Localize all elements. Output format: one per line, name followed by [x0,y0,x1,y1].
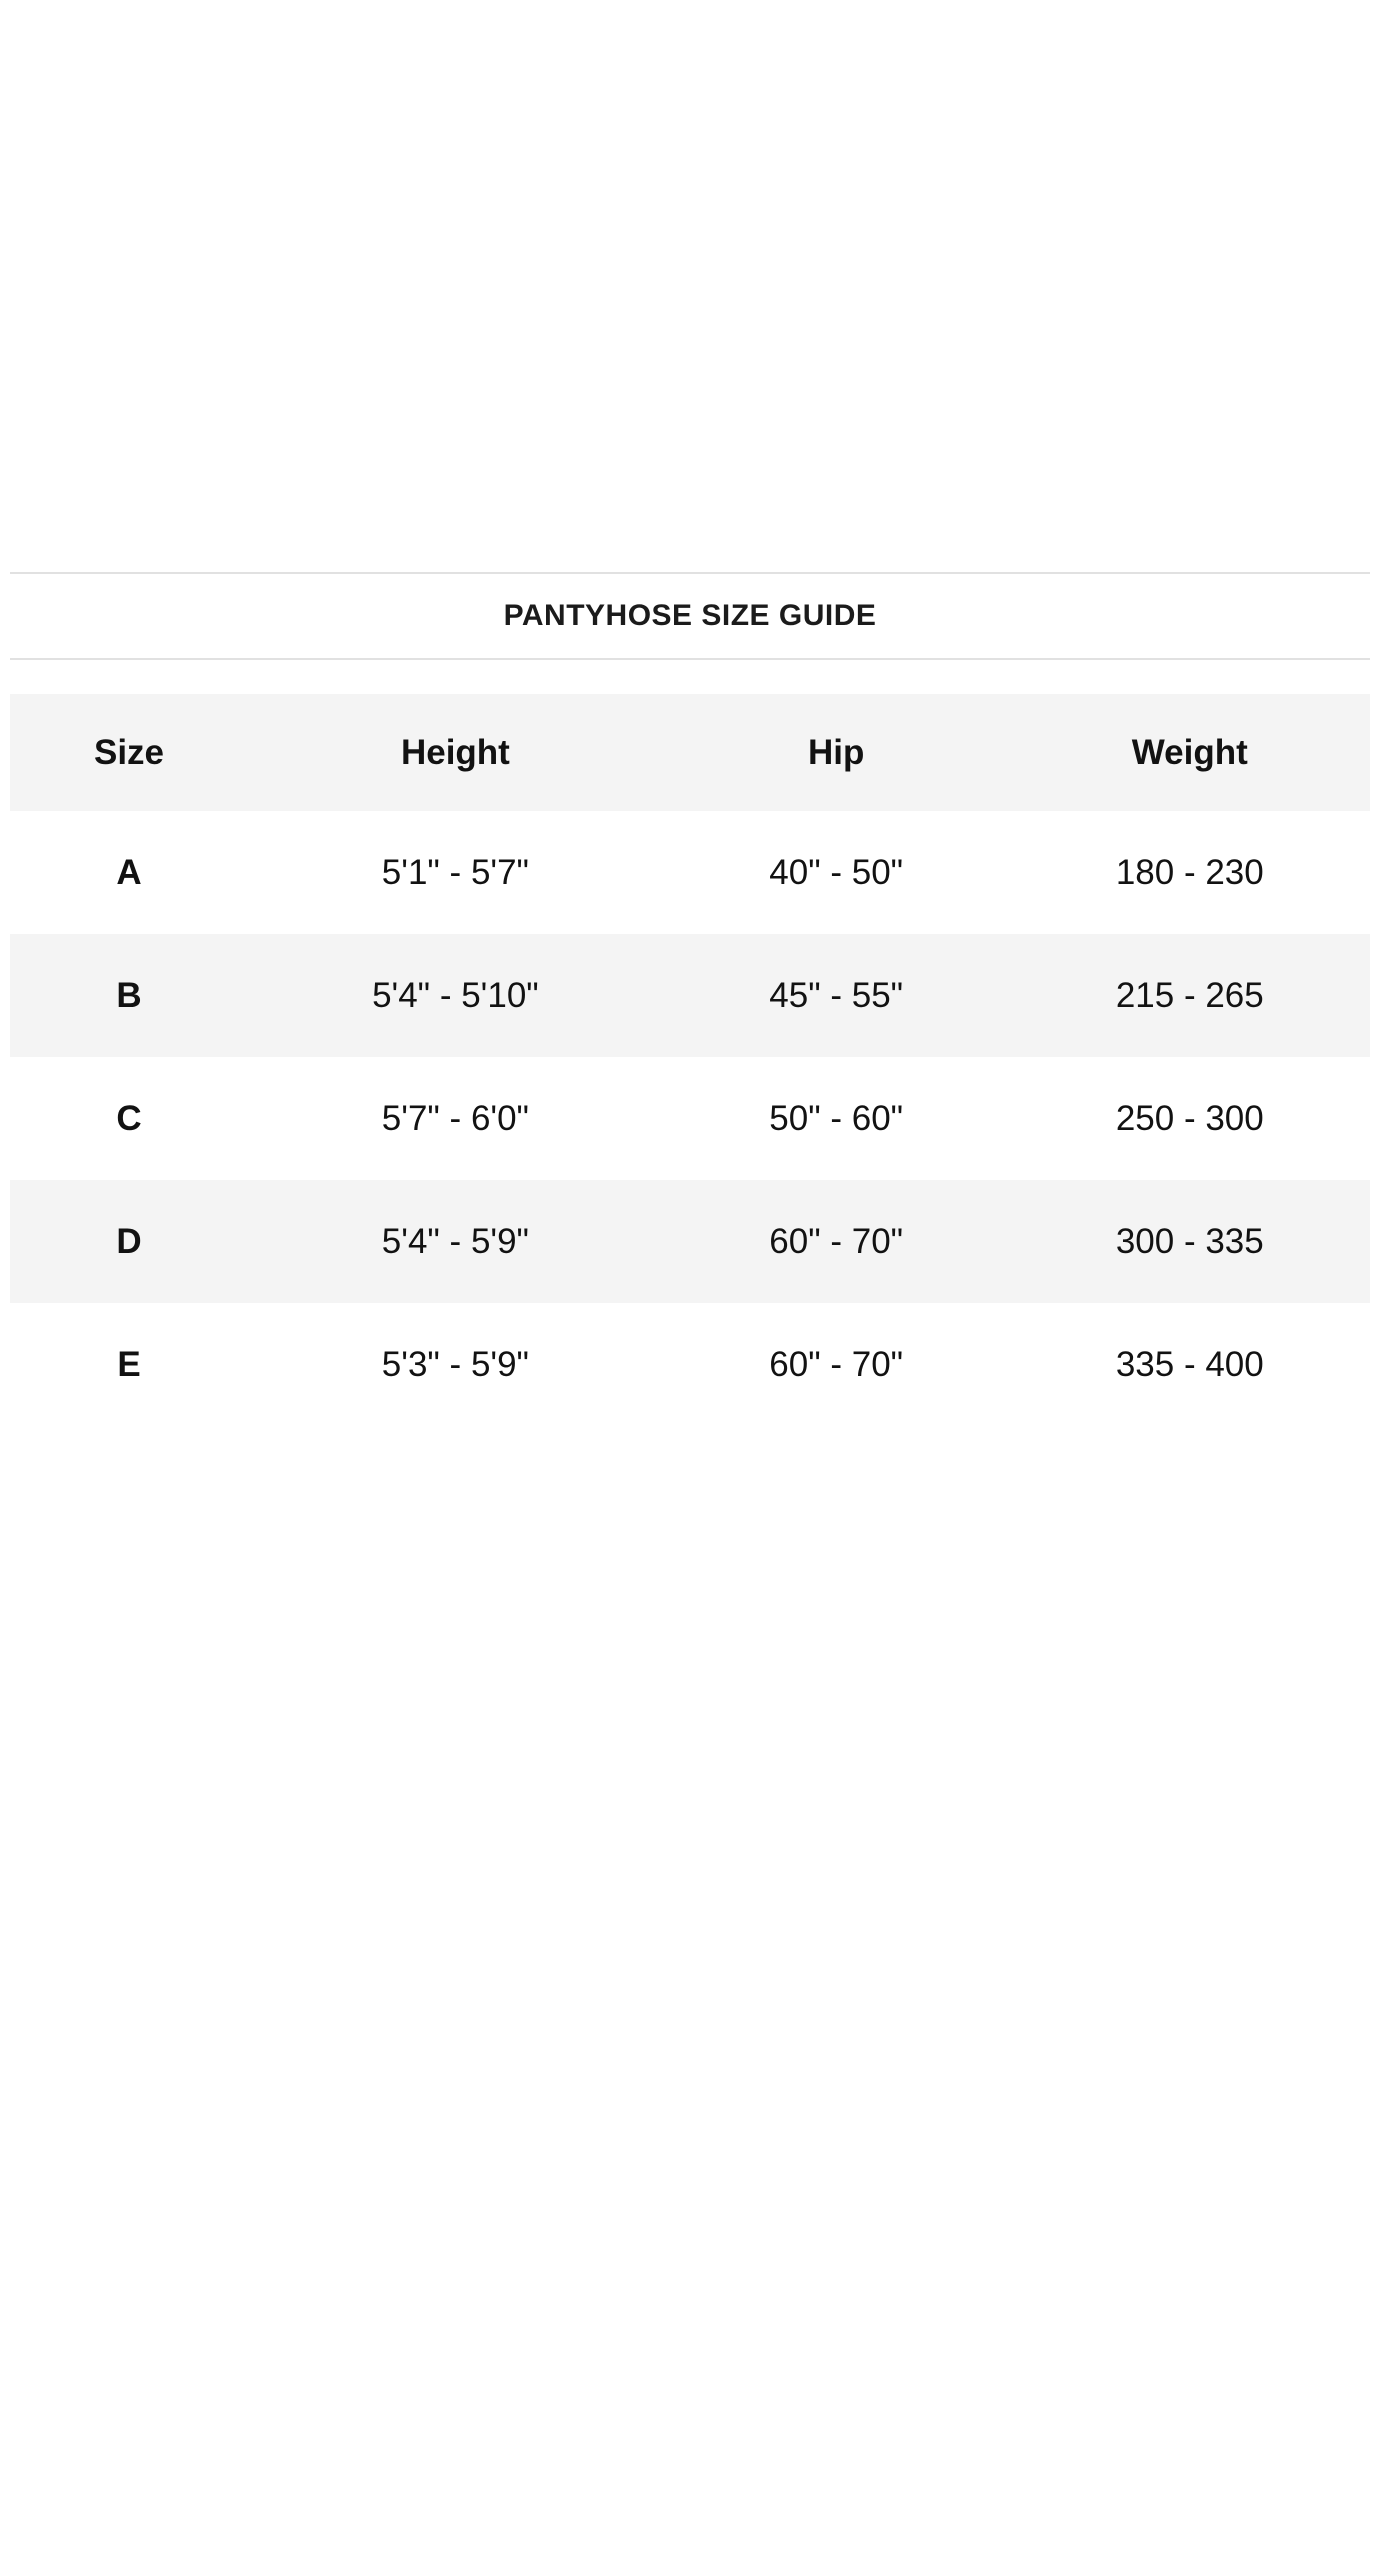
hip-cell: 45" - 55" [769,975,904,1015]
weight-cell: 215 - 265 [1115,975,1264,1015]
height-cell: 5'4" - 5'10" [372,975,539,1015]
size-guide-table [10,694,1370,1426]
size-cell: D [116,1221,142,1261]
column-header-weight: Weight [1131,732,1248,772]
size-guide-title-bar [10,572,1370,660]
weight-cell: 180 - 230 [1115,852,1264,892]
size-guide-table-wrap [10,694,1370,1426]
hip-cell: 40" - 50" [769,852,904,892]
size-cell: E [117,1344,141,1384]
table-row [10,1057,1370,1180]
size-cell: A [116,852,142,892]
table-header-row [10,694,1370,811]
hip-cell: 60" - 70" [769,1344,904,1384]
weight-cell: 250 - 300 [1115,1098,1264,1138]
hip-cell: 50" - 60" [769,1098,904,1138]
page-title: PANTYHOSE SIZE GUIDE [503,599,877,632]
height-cell: 5'4" - 5'9" [381,1221,529,1261]
column-header-size: Size [93,732,165,772]
column-header-hip: Hip [808,732,865,772]
height-cell: 5'7" - 6'0" [381,1098,529,1138]
weight-cell: 300 - 335 [1115,1221,1264,1261]
table-row [10,934,1370,1057]
height-cell: 5'3" - 5'9" [381,1344,529,1384]
size-cell: B [116,975,142,1015]
size-guide-page [0,572,1380,1426]
weight-cell: 335 - 400 [1115,1344,1264,1384]
height-cell: 5'1" - 5'7" [381,852,529,892]
column-header-height: Height [400,732,510,772]
size-cell: C [116,1098,142,1138]
table-row [10,811,1370,934]
table-row [10,1180,1370,1303]
table-row [10,1303,1370,1426]
hip-cell: 60" - 70" [769,1221,904,1261]
